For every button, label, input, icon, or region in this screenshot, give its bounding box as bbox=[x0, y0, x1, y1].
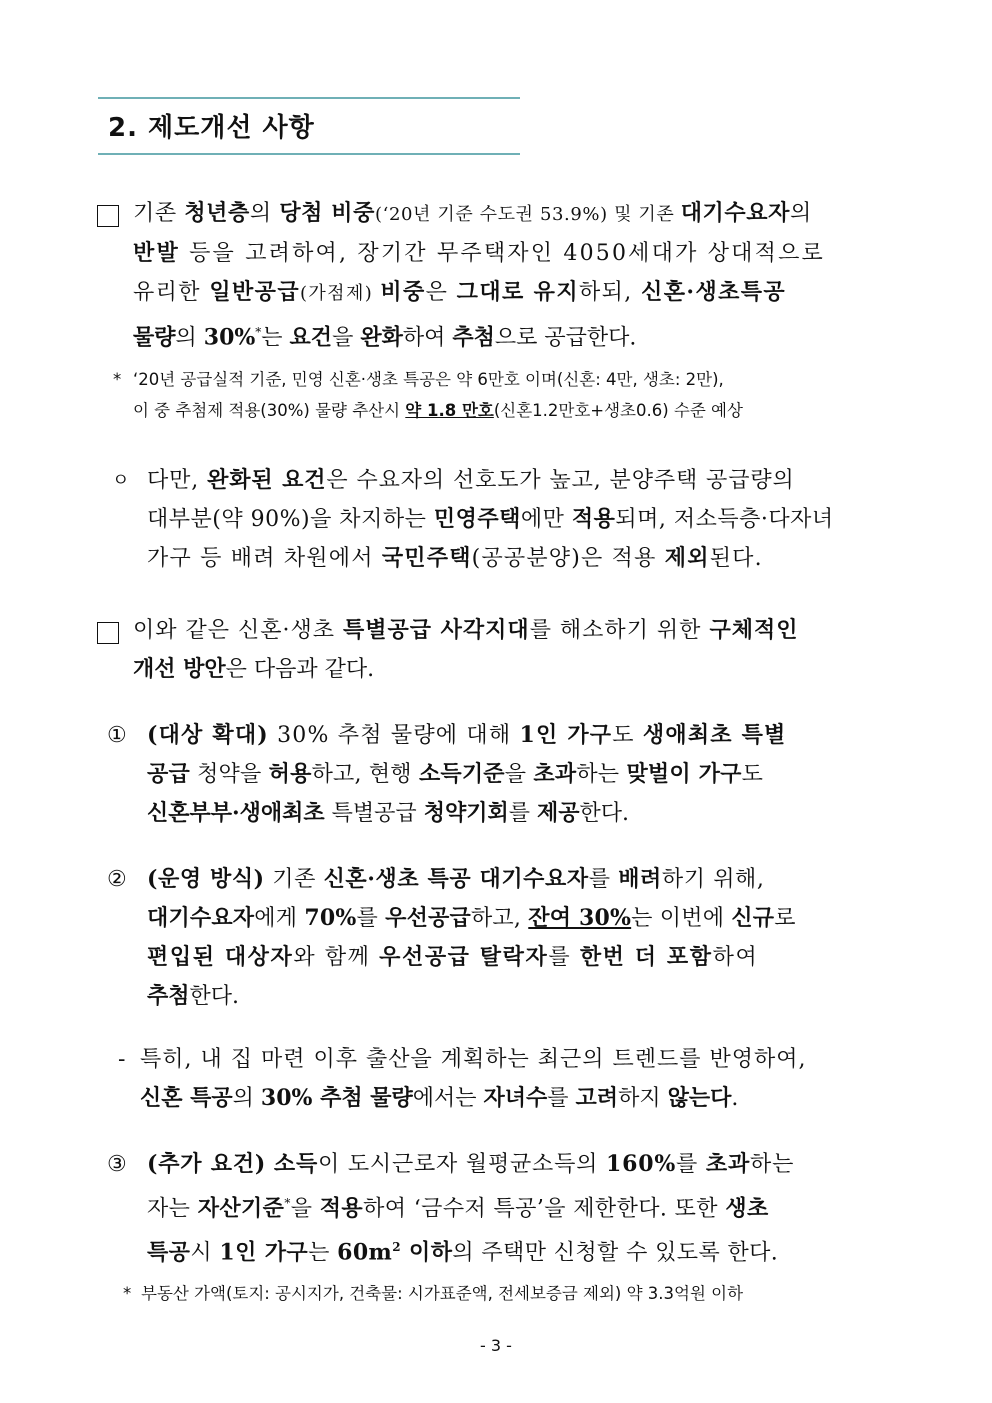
item-1: (대상 확대) 30% 추첨 물량에 대해 1인 가구도 생애최초 특별 공급 청약을 허용하고, 현행 소득기준을 초과하는 맞벌이 가구도 신혼부부·생애최초 특별공급 청약기회를 제공한다. bbox=[147, 722, 787, 826]
paragraph-2: 다만, 완화된 요건은 수요자의 선호도가 높고, 분양주택 공급량의 대부분(약 90%)을 차지하는 민영주택에만 적용되며, 저소득층·다자녀 가구 등 배려 차원에서 국민주택(공공분양)은 적용 제외된다. bbox=[147, 467, 834, 571]
checkbox-bullet bbox=[97, 622, 119, 644]
page-number: - 3 - bbox=[480, 1336, 512, 1355]
paragraph-3: 이와 같은 신혼·생초 특별공급 사각지대를 해소하기 위한 구체적인 개선 방안은 다음과 같다. bbox=[133, 617, 799, 682]
number-1-marker: ① bbox=[107, 723, 127, 748]
number-3-marker: ③ bbox=[107, 1152, 127, 1177]
dash-bullet: - bbox=[118, 1047, 126, 1072]
paragraph-1: 기존 청년층의 당첨 비중(‘20년 기준 수도권 53.9%) 및 기존 대기수요자의 반발 등을 고려하여, 장기간 무주택자인 4050세대가 상대적으로 유리한 일반공급(가점제) 비중은 그대로 유지하되, 신혼·생초특공 물량의 30%*는 요건을 완화하여 추첨으로 공급한다. bbox=[133, 200, 825, 351]
item-3: (추가 요건) 소득이 도시근로자 월평균소득의 160%를 초과하는 자는 자산기준*을 적용하여 ‘금수저 특공’을 제한한다. 또한 생초 특공시 1인 가구는 $60m^2$ 이하의 주택만 신청할 수 있도록 한다. bbox=[147, 1151, 795, 1266]
item-2: (운영 방식) 기존 신혼·생초 특공 대기수요자를 배려하기 위해, 대기수요자에게 70%를 우선공급하고, 잔여 30%는 이번에 신규로 편입된 대상자와 함께 우선공급 탈락자를 한번 더 포함하여 추첨한다. bbox=[147, 866, 796, 1009]
footnote-star: * bbox=[123, 1284, 132, 1303]
checkbox-bullet bbox=[97, 205, 119, 227]
circle-bullet: ㅇ bbox=[112, 470, 130, 491]
note-1: ‘20년 공급실적 기준, 민영 신혼·생초 특공은 약 6만호 이며(신혼: 4만, 생초: 2만), 이 중 추첨제 적용(30%) 물량 추산시 약 1.8 만호(신혼1.2만호+생초0.6) 수준 예상 bbox=[133, 370, 743, 420]
section-title-box bbox=[98, 97, 520, 155]
section-title: 2. 제도개선 사항 bbox=[108, 113, 315, 143]
footnote-star: * bbox=[113, 370, 122, 389]
number-2-marker: ② bbox=[107, 867, 127, 892]
dash-paragraph: 특히, 내 집 마련 이후 출산을 계획하는 최근의 트렌드를 반영하여, 신혼 특공의 30% 추첨 물량에서는 자녀수를 고려하지 않는다. bbox=[140, 1047, 807, 1111]
note-2: 부동산 가액(토지: 공시지가, 건축물: 시가표준액, 전세보증금 제외) 약 3.3억원 이하 bbox=[141, 1284, 744, 1303]
